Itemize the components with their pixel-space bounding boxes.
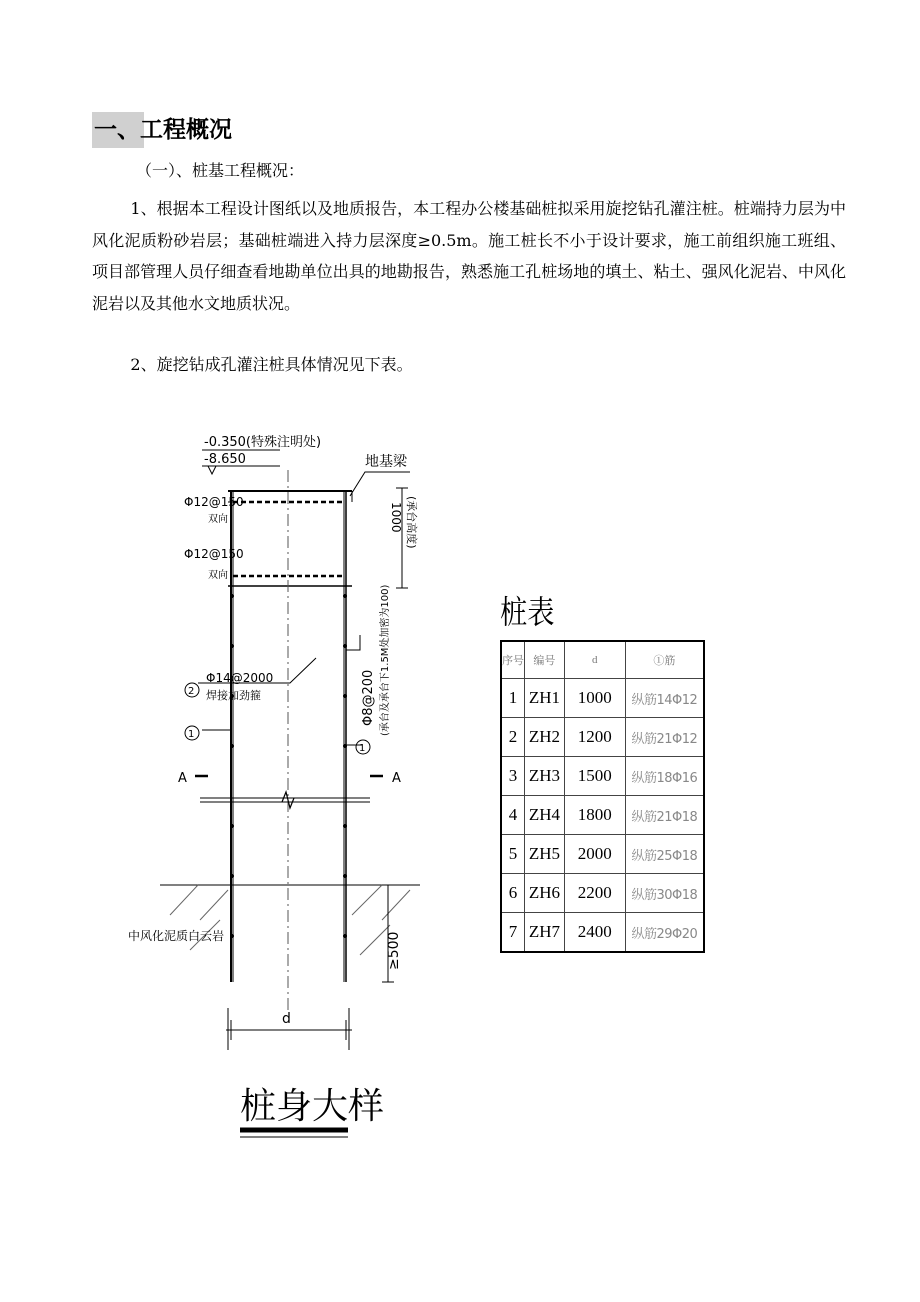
stirrup-label: Φ8@200 [361, 669, 376, 726]
cell-seq: 6 [501, 874, 525, 913]
pile-table [500, 640, 705, 953]
embed-depth-label: ≥500 [386, 931, 402, 970]
cell-rebar: 纵筋18Φ16 [625, 757, 704, 796]
cell-seq: 3 [501, 757, 525, 796]
cell-seq: 7 [501, 913, 525, 953]
marker-2: 2 [188, 686, 195, 697]
cell-seq: 4 [501, 796, 525, 835]
subsection-heading: （一）、桩基工程概况： [136, 161, 305, 180]
cell-code: ZH5 [525, 835, 565, 874]
cell-diameter: 1500 [564, 757, 625, 796]
marker-1-left: 1 [188, 729, 195, 740]
table-row [501, 718, 704, 757]
cell-diameter: 1800 [564, 796, 625, 835]
table-row [501, 757, 704, 796]
paragraph-pile-overview: 1、根据本工程设计图纸以及地质报告，本工程办公楼基础桩拟采用旋挖钻孔灌注桩。桩端持力层为中风化泥质粉砂岩层；基础桩端进入持力层深度≥0.5m。施工桩长不小于设计要求，施工前组织施工班组、项目部管理人员仔细查看地勘单位出具的地勘报告，熟悉施工孔桩场地的填土、粘土、强风化泥岩、中风化泥岩以及其他水文地质状况。 [92, 199, 846, 313]
elevation-bottom-label: -8.650 [204, 452, 246, 467]
ground-beam-label: 地基梁 [365, 454, 407, 470]
cap-height-label: 1000 [389, 502, 403, 533]
cell-code: ZH1 [525, 679, 565, 718]
cell-diameter: 2400 [564, 913, 625, 953]
top-rebar-1-label: Φ12@150 [184, 495, 244, 509]
cell-diameter: 1200 [564, 718, 625, 757]
cell-seq: 5 [501, 835, 525, 874]
cell-seq: 2 [501, 718, 525, 757]
cell-rebar: 纵筋25Φ18 [625, 835, 704, 874]
cell-code: ZH7 [525, 913, 565, 953]
cell-diameter: 1000 [564, 679, 625, 718]
cell-rebar: 纵筋30Φ18 [625, 874, 704, 913]
elevation-top-label: -0.350(特殊注明处) [204, 435, 322, 450]
table-row [501, 796, 704, 835]
section-label-right: A [392, 771, 401, 786]
cell-code: ZH2 [525, 718, 565, 757]
cell-code: ZH4 [525, 796, 565, 835]
cell-seq: 1 [501, 679, 525, 718]
section-label-left: A [178, 771, 187, 786]
table-row [501, 913, 704, 953]
table-row [501, 835, 704, 874]
stiffener-note: 焊接加劲箍 [206, 689, 261, 702]
table-row [501, 679, 704, 718]
cell-code: ZH3 [525, 757, 565, 796]
cap-height-note: (承台高度) [405, 496, 418, 549]
header-diameter: d [564, 641, 625, 679]
stiffener-label: Φ14@2000 [206, 671, 274, 685]
cell-rebar: 纵筋21Φ12 [625, 718, 704, 757]
header-seq: 序号 [501, 641, 525, 679]
top-rebar-2-label: Φ12@150 [184, 547, 244, 561]
header-code: 编号 [525, 641, 565, 679]
header-rebar: ①筋 [625, 641, 704, 679]
rock-layer-label: 中风化泥质白云岩 [128, 929, 225, 943]
table-row [501, 874, 704, 913]
paragraph-table-reference: 2、旋挖钻成孔灌注桩具体情况见下表。 [130, 355, 413, 374]
cell-diameter: 2200 [564, 874, 625, 913]
cell-rebar: 纵筋29Φ20 [625, 913, 704, 953]
pile-table-title: 桩表 [500, 593, 555, 631]
cell-rebar: 纵筋14Φ12 [625, 679, 704, 718]
cell-rebar: 纵筋21Φ18 [625, 796, 704, 835]
top-rebar-1-note: 双向 [208, 514, 228, 525]
table-header-row [501, 641, 704, 679]
section-heading: 一、工程概况 [92, 112, 234, 148]
drawing-title: 桩身大样 [240, 1086, 385, 1127]
marker-1-right: 1 [359, 743, 366, 754]
top-rebar-2-note: 双向 [208, 570, 228, 581]
cell-diameter: 2000 [564, 835, 625, 874]
pile-detail-drawing [120, 410, 440, 1150]
diameter-label: d [282, 1011, 291, 1027]
cell-code: ZH6 [525, 874, 565, 913]
stirrup-note: (承台及承台下1.5M处加密为100) [380, 584, 391, 736]
